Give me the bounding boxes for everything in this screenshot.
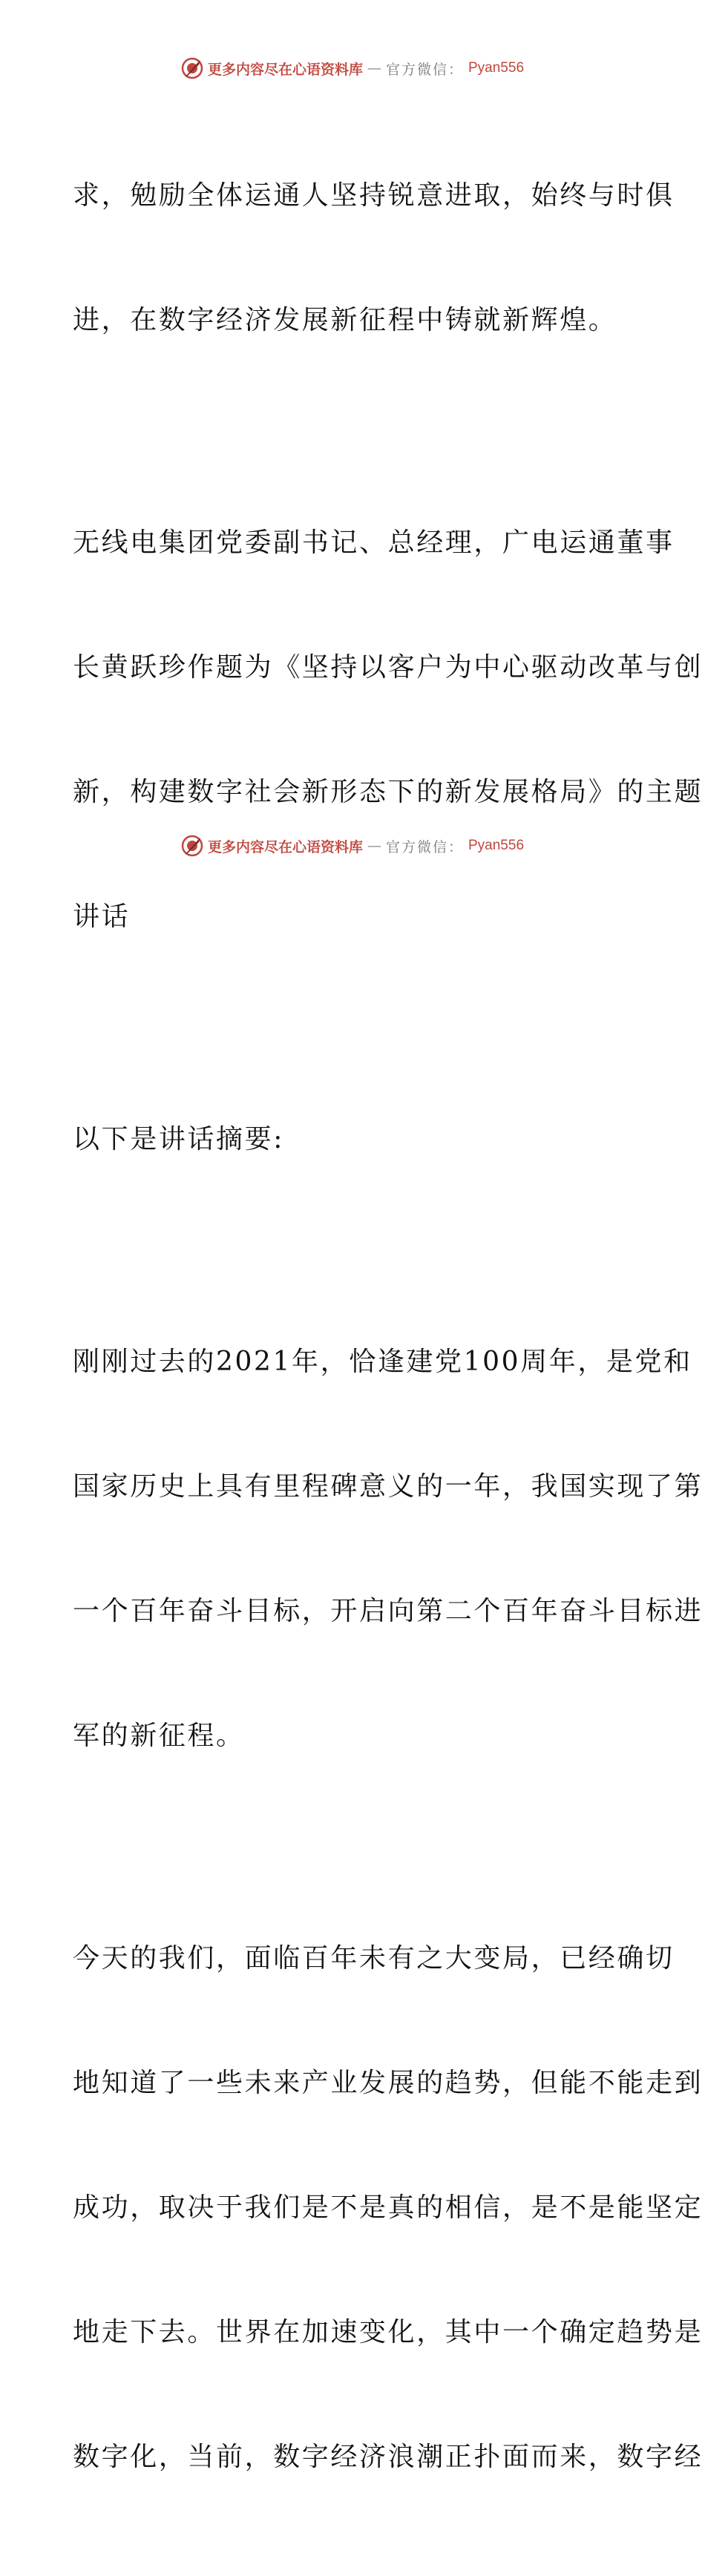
text-line: 地走下去。世界在加速变化，其中一个确定趋势是 [73, 2317, 704, 2347]
text-line: 以下是讲话摘要: [73, 1124, 284, 1154]
paragraph [73, 1258, 704, 1840]
text-line: 今天的我们，面临百年未有之大变局，已经确切 [73, 1943, 675, 1974]
text-line: 一个百年奋斗目标，开启向第二个百年奋斗目标进 [73, 1596, 704, 1626]
text-line: 国家历史上具有里程碑意义的一年，我国实现了第 [73, 1471, 704, 1502]
document-body [73, 92, 704, 2576]
watermark-brand: 更多内容尽在心语资料库 [207, 61, 363, 78]
paragraph [73, 1855, 704, 2561]
watermark-brand: 更多内容尽在心语资料库 [207, 838, 363, 855]
header-watermark [0, 53, 705, 83]
watermark-separator: — [367, 838, 381, 854]
watermark-wechat-id: Pyan556 [468, 60, 525, 76]
watermark-label: 官方微信： [385, 61, 464, 78]
watermark-wechat-id: Pyan556 [468, 838, 525, 853]
text-line: 求，勉励全体运通人坚持锐意进取，始终与时俱 [73, 180, 675, 211]
paragraph [73, 439, 704, 1021]
paragraph [73, 1036, 637, 1243]
text-line: 讲话 [73, 901, 131, 932]
quill-logo-icon [181, 835, 203, 857]
text-line: 刚刚过去的2021年，恰逢建党100周年，是党和 [73, 1347, 692, 1377]
text-line: 军的新征程。 [73, 1721, 245, 1751]
footer-watermark [0, 831, 705, 861]
watermark-separator: — [367, 60, 381, 76]
text-line: 地知道了一些未来产业发展的趋势，但能不能走到 [73, 2068, 704, 2098]
quill-logo-icon [181, 57, 203, 79]
text-line: 无线电集团党委副书记、总经理，广电运通董事 [73, 528, 675, 558]
text-line: 数字化，当前，数字经济浪潮正扑面而来，数字经 [73, 2442, 704, 2472]
paragraph [73, 92, 675, 424]
text-line: 进，在数字经济发展新征程中铸就新辉煌。 [73, 305, 617, 335]
text-line: 新，构建数字社会新形态下的新发展格局》的主题 [73, 777, 704, 807]
watermark-label: 官方微信： [385, 838, 464, 855]
text-line: 长黄跃珍作题为《坚持以客户为中心驱动改革与创 [73, 652, 704, 683]
text-line: 成功，取决于我们是不是真的相信，是不是能坚定 [73, 2192, 704, 2223]
